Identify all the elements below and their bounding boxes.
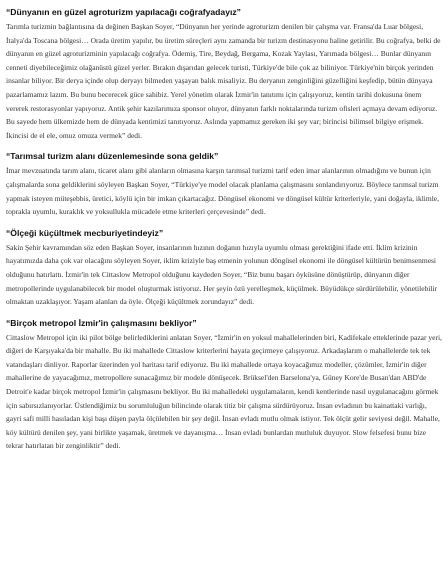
- section-heading: “Ölçeği küçültmek mecburiyetindeyiz”: [6, 227, 164, 238]
- section-tarimsal-turizm: [6, 150, 442, 218]
- section-metropol: [6, 317, 442, 453]
- section-heading: “Birçok metropol İzmir'in çalışmasını bekliyor”: [6, 317, 197, 328]
- section-heading: “Dünyanın en güzel agroturizm yapılacağı coğrafyadayız”: [6, 7, 241, 17]
- section-agroturizm: [6, 6, 442, 142]
- section-paragraph: Sakin Şehir kavramından söz eden Başkan Soyer, insanlarının hızının doğanın hızıyla uyumlu olması gerektiğini ifade etti. İklim krizinin hayatımızda daha çok var olacağını söyleyen Soyer, iklim kriziyle baş etmenin yolunun döngüsel ekonomi ile döngüsel kültürün benimsenmesi olduğunu hatırlattı. İzmir'in tek Cittaslow Metropol olduğunu kaydeden Soyer, “Biz bunu başarı öyküsüne dönüştürüp, dünyanın diğer metropollerinde uygulanabilecek bir model oluşturmak istiyoruz. Her şeyin özü yerelleşmek, küçülmek. Büyüdükçe sürdürülebilir, yönetilebilir olmaktan uzaklaşıyor. Yaşam alanları da öyle. Ölçeği küçültmek zorundayız” dedi.: [6, 242, 438, 307]
- section-heading: “Tarımsal turizm alanı düzenlemesinde sona geldik”: [6, 151, 219, 162]
- section-paragraph: Cittaslow Metropol için iki pilot bölge belirlediklerini anlatan Soyer, “İzmir'in en yoksul mahallelerinden biri, Kadifekale etteklerinde pazar yeri, diğeri de Karşıyaka'da bir mahalle. Bu iki mahallede Cittaslow kriterlerini hayata geçirmeye çalışıyoruz. Arkadaşlarım o mahallelerde tek tek vatandaşları dinliyor. Raporlar üzerinden yol haritası tarif ediyoruz. Bu iki mahallede ortaya koyacağımız modeller, çözümler, İzmir'in diğer mahallerine de yayacağımız, metropollere sunacağımız bir modele dönüşecek. Brüksel'den Barselona'ya, Güney Kore'de Busan'dan ABD'de Detroit'e kadar birçok metropol İzmir'in çalışmasını bekliyor. Bu iki mahalledeki uygulamaların, kendi kentlerinde nasıl uygulanacağını görmek için sabırsızlanıyorlar. Üstlendiğimiz bu sorumluluğun bilincinde olarak titiz bir çalışma sürdürüyoruz. İnsan evladının bu kainattaki varlığı, gayri safi milli hasıladan kişi başı düşen payla ölçülebilen bir şey değil. İnsan evladı mutlu olmak istiyor. Tek ölçüt gelir seviyesi değil. Mahalle, köy kültürü denilen şey, yani birlikte yaşamak, üretmek ve dayanışma… İnsan evladı bunlardan mutluluk duyuyor. Slow felsefesi bunu bize tekrar hatırlatan bir zenginliktir” dedi.: [6, 332, 442, 451]
- section-paragraph: Tarımla turizmin bağlantısına da değinen Başkan Soyer, “Dünyanın her yerinde agroturizm denilen bir çalışma var. Fransa'da Luar bölgesi, İtalya'da Toscana bölgesi… Orada üretim yapılır, bu üretim süreçleri aynı zamanda bir turizm destinasyonu haline getirilir. Bu coğrafya, belki de dünyanın en güzel agroturizminin yapılacağı coğrafya. Ödemiş, Tire, Beydağ, Bergama, Kozak Yaylası, Yarımada bölgesi… Bunlar dünyanın cenneti diyebileceğimiz olağanüstü güzel yerler. Bırakın dışarıdan gelecek turisti, Türkiye'de bile çok az biliniyor. Türkiye'nin birçok yerinden insanlar biliyor. Bir derya içinde olup deryayı bilmeden yaşayan balık misaliyiz. Bu deryanın zenginliğini güzelliğini keşfedip, bütün dünyaya pazarlamamız lazım. Bu bunu becerecek güce sahibiz. Yerel yönetim olarak İzmir'in tanıtımı için çalışıyoruz, kentin tarihi dokusuna önem vererek restorasyonlar yapıyoruz. Antik şehir kazılarımıza sponsor oluyor, dünyanın farklı noktalarında turizm ofisleri açmaya devam ediyoruz. Bu sayede hem ülkemizde hem de dünyada kentimizi tanıtıyoruz. Aslında yapmamız gereken iki şey var; birincisi bilimsel bilgiye erişmek. İkincisi de el ele, omuz omuza vermek” dedi.: [6, 22, 441, 140]
- section-paragraph: İmar mevzuatında tarım alanı, ticaret alanı gibi alanların olmasına karşın tarımsal turizmi tarif eden imar alanlarının olmadığını ve bunun için çalışmalarda sona geldiklerini söyleyen Başkan Soyer, “Türkiye'ye model olacak planlama çalışmasını sonlandırıyoruz. Böylece tarımsal turizm yapmak isteyen müteşebbis, üretici, köylü için bir imkan çıkartacağız. Döngüsel ekonomi ve döngüsel kültür kriterleriyle, yani doğayla, iklimle, toprakla uyumlu, kuraklık ve yoksullukla mücadele etme kriterleri çerçevesinde” dedi.: [6, 166, 440, 217]
- section-olcek: [6, 227, 442, 309]
